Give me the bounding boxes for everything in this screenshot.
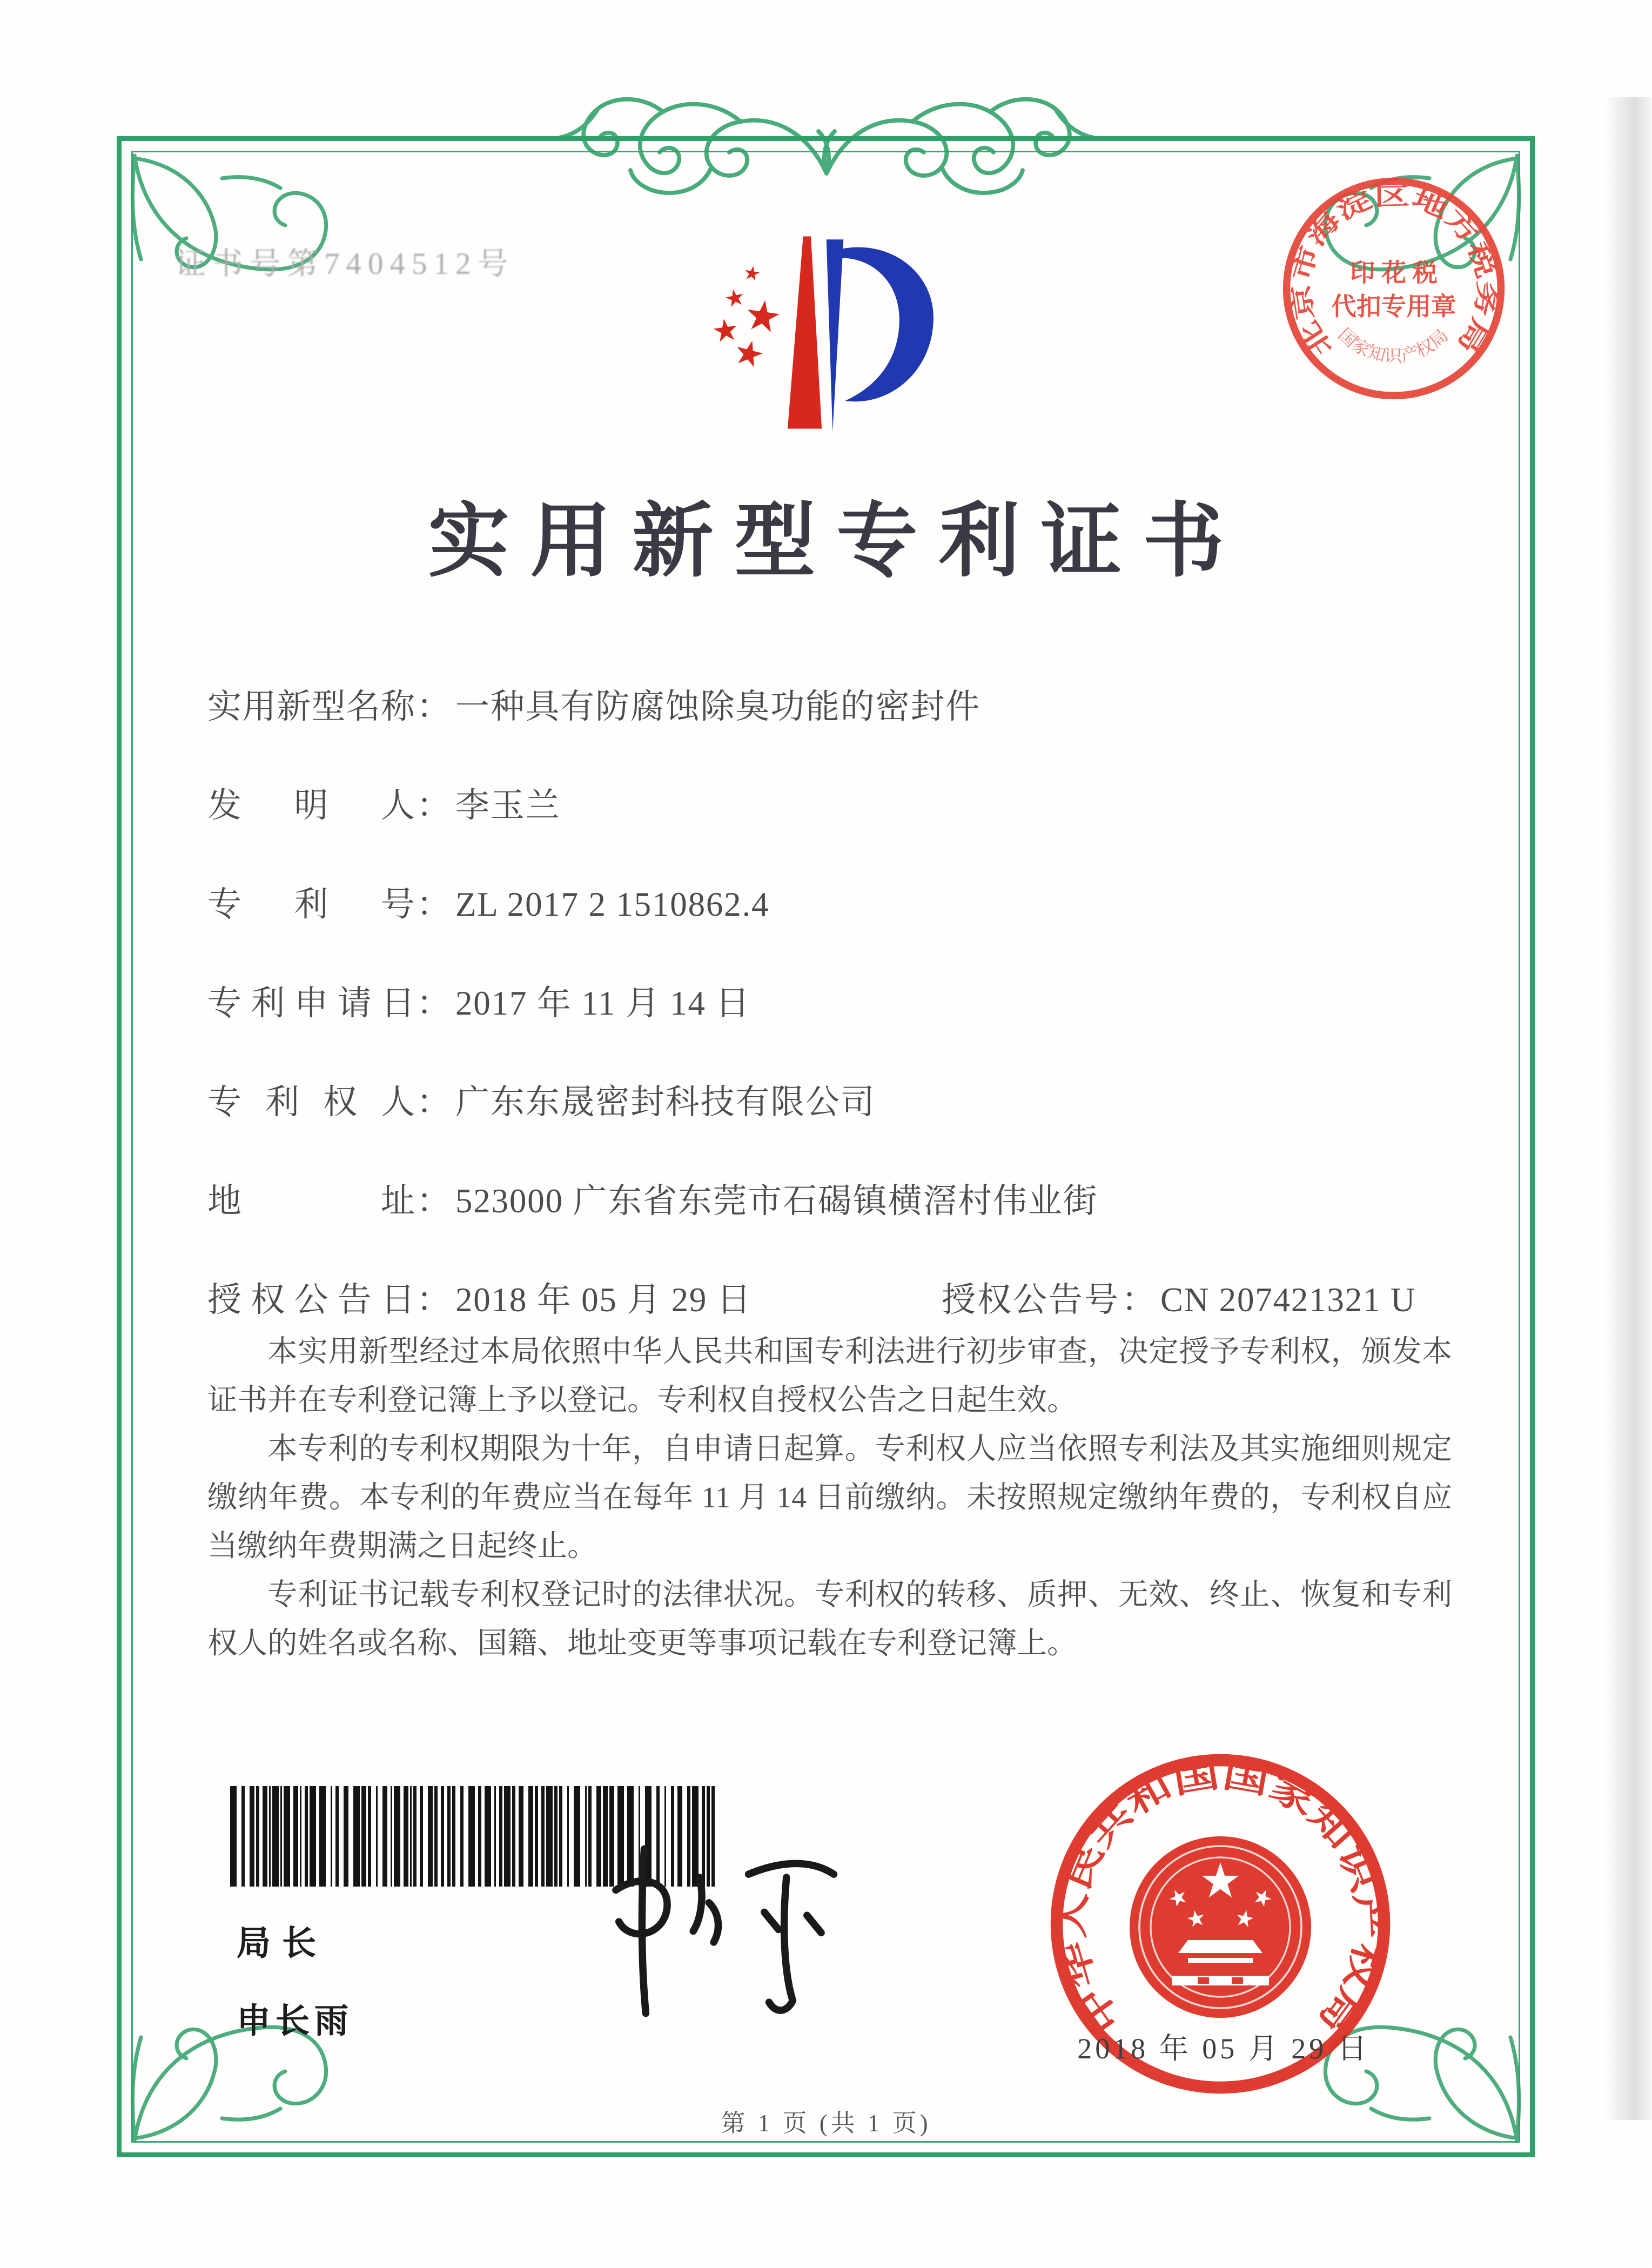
star-icon <box>726 289 743 307</box>
page-footer: 第 1 页 (共 1 页) <box>721 2112 931 2138</box>
legal-paragraph: 本专利的专利权期限为十年，自申请日起算。专利权人应当依照专利法及其实施细则规定缴纳年费。本专利的年费应当在每年 11 月 14 日前缴纳。未按照规定缴纳年费的，专利权自应当缴纳年费期满之日起终止。 <box>207 1434 1452 1564</box>
fields-section <box>207 681 1455 1373</box>
seal-date: 2018 年 05 月 29 日 <box>1077 2032 1370 2065</box>
field-value: 523000 广东省东莞市石碣镇横滘村伟业街 <box>455 1182 1098 1220</box>
star-icon <box>737 341 763 367</box>
legal-paragraph: 专利证书记载专利权登记时的法律状况。专利权的转移、质押、无效、终止、恢复和专利权人的姓名或名称、国籍、地址变更等事项记载在专利登记簿上。 <box>207 1580 1452 1661</box>
tax-stamp-line2: 代扣专用章 <box>1331 292 1456 320</box>
grant-seal-arc-text: 中华人民共和国国家知识产权局 <box>1052 1755 1388 2039</box>
grant-number-label: 授权公告号 <box>942 1280 1120 1319</box>
tax-stamp-arc-bottom: 国家知识产权局 <box>1334 325 1452 366</box>
field-value: 一种具有防腐蚀除臭功能的密封件 <box>455 687 981 726</box>
logo-red-spike <box>788 236 822 428</box>
field-value: 2018 年 05 月 29 日 <box>455 1280 752 1319</box>
field-colon: ： <box>417 1182 451 1220</box>
field-row <box>207 1274 1455 1319</box>
field-colon: ： <box>417 786 451 825</box>
dragon-ornament <box>549 79 1104 229</box>
field-label: 专利权人 <box>207 1083 415 1122</box>
certificate-number: 证书号第7404512号 <box>175 248 515 282</box>
field-value: 2017 年 11 月 14 日 <box>455 984 751 1023</box>
field-value: 李玉兰 <box>455 786 561 825</box>
field-row <box>207 780 1455 825</box>
logo-blue-bowl <box>842 247 933 402</box>
field-colon: ： <box>417 1083 451 1122</box>
star-icon <box>713 319 736 342</box>
field-row <box>207 878 1455 924</box>
grant-number-value: CN 207421321 U <box>1160 1280 1416 1319</box>
svg-text:国家知识产权局 <box>1334 325 1453 366</box>
grant-number <box>942 1274 1416 1323</box>
field-row <box>207 1076 1455 1122</box>
field-value: 广东东晟密封科技有限公司 <box>455 1083 876 1122</box>
field-colon: ： <box>417 1280 451 1319</box>
field-colon: ： <box>1122 1280 1156 1319</box>
tax-stamp-arc-top: 北京市海淀区地方税务局 <box>1287 183 1501 361</box>
field-row <box>207 977 1455 1023</box>
field-row <box>207 1175 1455 1220</box>
sipo-logo <box>694 230 953 447</box>
field-label: 实用新型名称 <box>207 687 415 726</box>
national-emblem <box>1130 1836 1311 2018</box>
field-colon: ： <box>417 885 451 924</box>
field-label: 发明人 <box>207 786 415 825</box>
star-icon <box>748 300 780 332</box>
director-signature <box>515 1836 899 2026</box>
paragraphs-section <box>207 1329 1452 1669</box>
field-colon: ： <box>417 984 451 1023</box>
tax-stamp <box>1269 164 1519 413</box>
field-colon: ： <box>417 687 451 726</box>
star-icon <box>745 266 760 280</box>
scan-edge-shadow <box>1604 97 1651 2120</box>
field-value: ZL 2017 2 1510862.4 <box>455 885 770 924</box>
field-label: 授权公告日 <box>207 1280 415 1319</box>
director-name: 申长雨 <box>237 2003 353 2041</box>
field-label: 专利号 <box>207 885 415 924</box>
logo-blue-spike <box>827 239 844 432</box>
director-title: 局长 <box>237 1925 327 1963</box>
field-row <box>207 681 1455 726</box>
field-label: 专利申请日 <box>207 984 415 1023</box>
field-label: 地址 <box>207 1182 415 1220</box>
page-title: 实用新型专利证书 <box>428 496 1245 587</box>
tax-stamp-line1: 印 花 税 <box>1350 259 1438 287</box>
legal-paragraph: 本实用新型经过本局依照中华人民共和国专利法进行初步审查，决定授予专利权，颁发本证书并在专利登记簿上予以登记。专利权自授权公告之日起生效。 <box>207 1337 1452 1418</box>
logo-stars <box>713 266 780 367</box>
